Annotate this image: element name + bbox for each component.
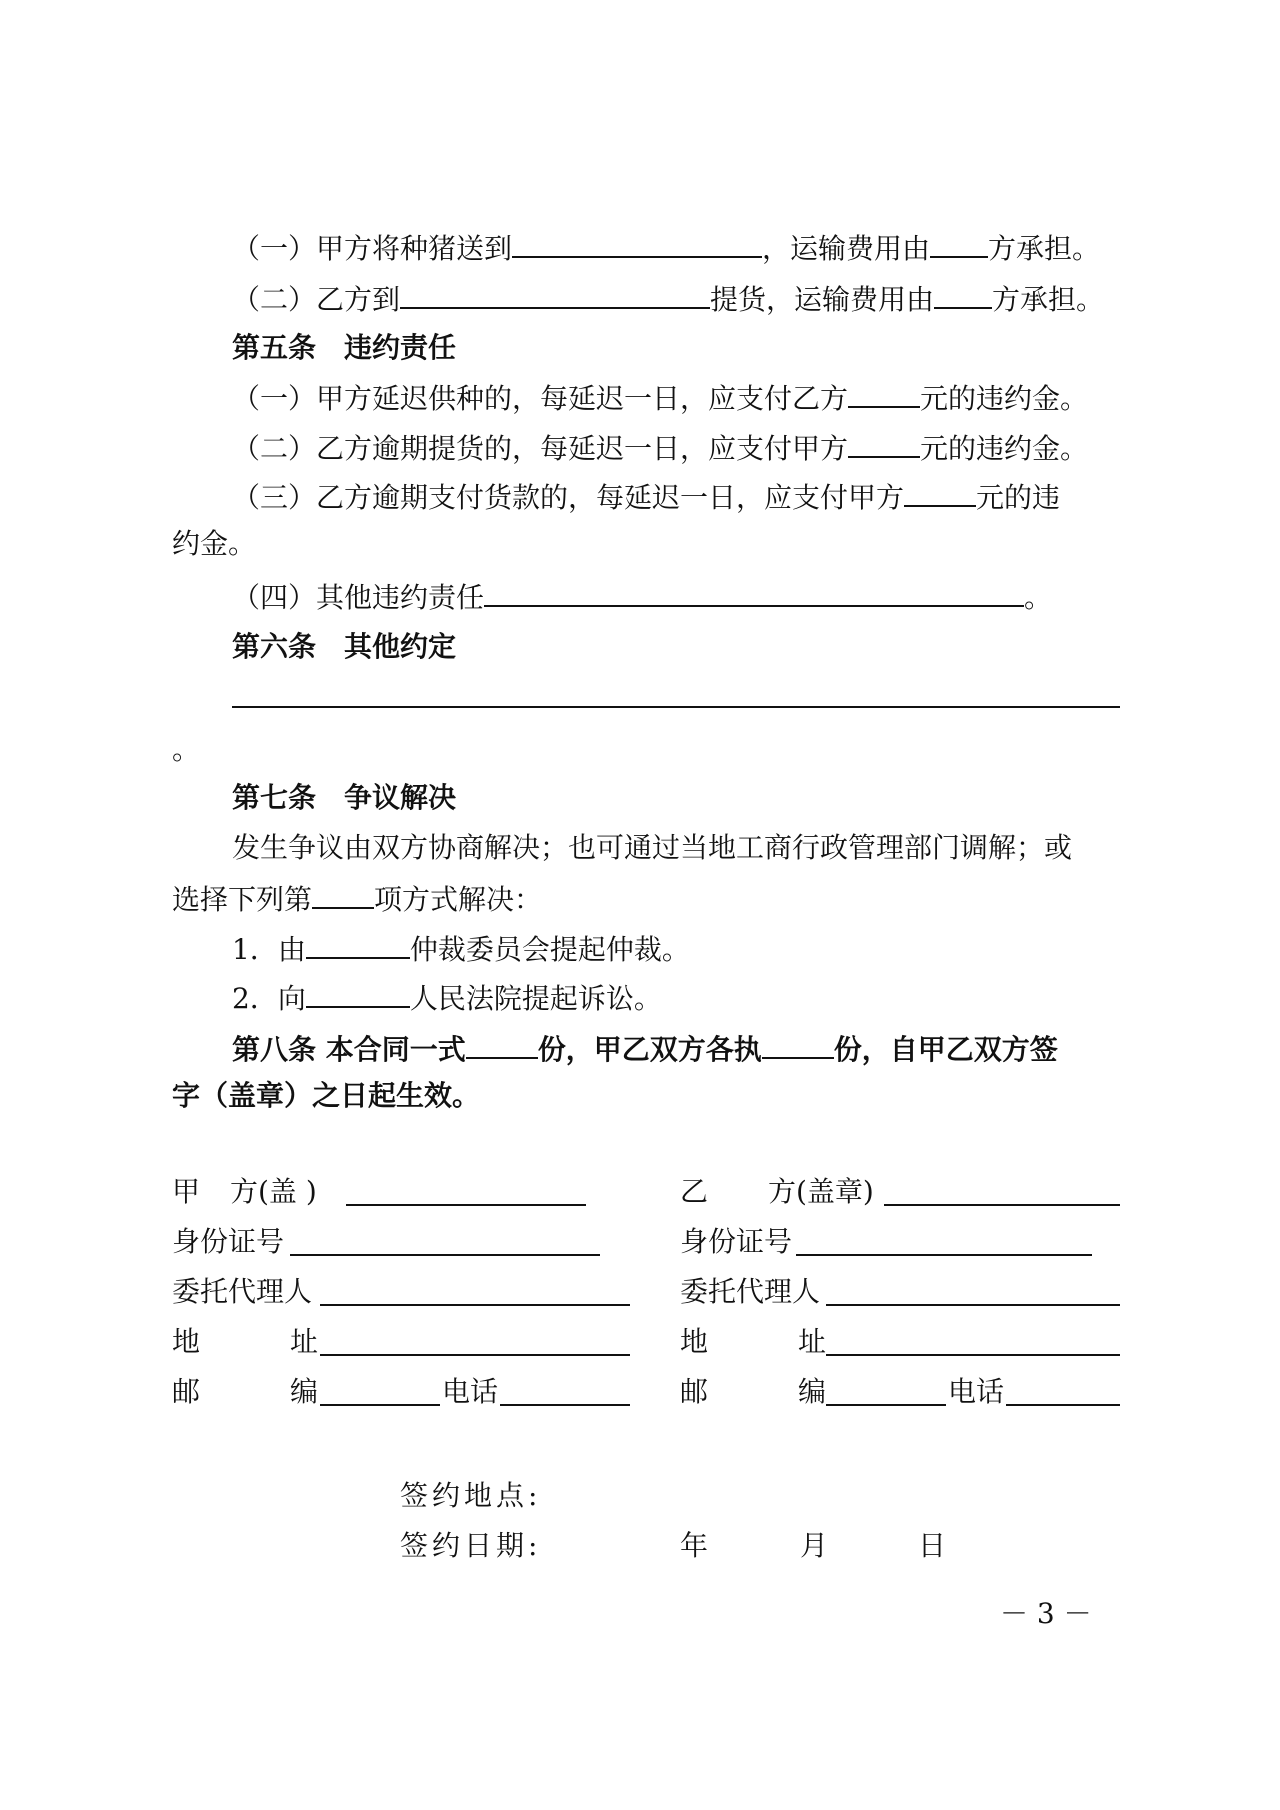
party-b-seal-line[interactable] [884,1204,1120,1206]
party-a-id-line[interactable] [290,1254,600,1256]
art7-body-line1: 发生争议由双方协商解决；也可通过当地工商行政管理部门调解；或 [232,831,1073,864]
party-a-addr-label-2: 址 [290,1325,319,1358]
art4-item2: （二）乙方到 提货，运输费用由 方承担。 [232,277,1104,320]
party-b-phone-label: 电话 [948,1375,1005,1408]
blank-copies-total[interactable] [466,1027,538,1059]
signing-day: 日 [918,1529,947,1562]
signing-month: 月 [800,1529,829,1562]
art4-item1: （一）甲方将种猪送到 ，运输费用由 方承担。 [232,226,1100,269]
blank-other-liability[interactable] [484,575,1024,607]
blank-freight-party-2[interactable] [934,277,992,309]
party-b-agent-label: 委托代理人 [680,1275,821,1308]
party-a-postcode-line[interactable] [320,1404,440,1406]
party-b-id-label: 身份证号 [680,1225,793,1258]
blank-other-agreement[interactable] [232,706,1120,708]
signing-year: 年 [680,1529,709,1562]
party-b-addr-label-1: 地 [680,1325,709,1358]
blank-method-number[interactable] [312,877,374,909]
signing-date-label: 签约日期: [400,1529,542,1562]
art5-heading: 第五条 违约责任 [232,331,457,364]
art6-heading: 第六条 其他约定 [232,630,457,663]
signing-place-label: 签约地点: [400,1479,542,1512]
blank-court[interactable] [306,976,410,1008]
party-b-postcode-line[interactable] [826,1404,946,1406]
party-a-agent-label: 委托代理人 [172,1275,313,1308]
party-b-yi: 乙 [680,1175,709,1208]
party-b-post-label-2: 编 [798,1375,827,1408]
page-number: － 3 － [1000,1597,1092,1630]
art5-item4: （四）其他违约责任 。 [232,575,1052,618]
party-b-id-line[interactable] [796,1254,1092,1256]
party-a-addr-label-1: 地 [172,1325,201,1358]
art7-option2: 2．向 人民法院提起诉讼。 [232,976,662,1019]
party-b-addr-label-2: 址 [798,1325,827,1358]
blank-penalty-3[interactable] [904,475,976,507]
blank-copies-each[interactable] [762,1027,834,1059]
party-a-agent-line[interactable] [320,1304,630,1306]
party-a-phone-label: 电话 [442,1375,499,1408]
party-a-addr-line[interactable] [320,1354,630,1356]
party-b-agent-line[interactable] [826,1304,1120,1306]
party-b-seal-label: 方(盖章) [768,1175,874,1208]
art5-item1: （一）甲方延迟供种的，每延迟一日，应支付乙方 元的违约金。 [232,376,1088,419]
party-a-id-label: 身份证号 [172,1225,285,1258]
party-a-jia: 甲 [172,1175,201,1208]
party-a-post-label-1: 邮 [172,1375,201,1408]
art8-line1: 第八条 本合同一式 份，甲乙双方各执 份，自甲乙双方签 [232,1027,1058,1070]
art7-body-line2: 选择下列第 项方式解决： [172,877,542,920]
art5-item3: （三）乙方逾期支付货款的，每延迟一日，应支付甲方 元的违 [232,475,1060,518]
party-a-phone-line[interactable] [500,1404,630,1406]
blank-delivery-location[interactable] [512,226,762,258]
party-b-phone-line[interactable] [1006,1404,1120,1406]
party-b-addr-line[interactable] [826,1354,1120,1356]
art6-end: 。 [172,733,201,766]
art5-item3-cont: 约金。 [172,527,257,560]
blank-freight-party-1[interactable] [930,226,988,258]
art7-heading: 第七条 争议解决 [232,781,457,814]
blank-pickup-location[interactable] [400,277,710,309]
party-a-seal-label: 方(盖 ) [230,1175,317,1208]
party-a-post-label-2: 编 [290,1375,319,1408]
party-b-post-label-1: 邮 [680,1375,709,1408]
blank-penalty-1[interactable] [848,376,920,408]
party-a-seal-line[interactable] [346,1204,586,1206]
blank-arbitration-commission[interactable] [306,927,410,959]
art5-item2: （二）乙方逾期提货的，每延迟一日，应支付甲方 元的违约金。 [232,426,1088,469]
blank-penalty-2[interactable] [848,426,920,458]
art8-line2: 字（盖章）之日起生效。 [172,1079,481,1112]
art7-option1: 1．由 仲裁委员会提起仲裁。 [232,927,690,970]
